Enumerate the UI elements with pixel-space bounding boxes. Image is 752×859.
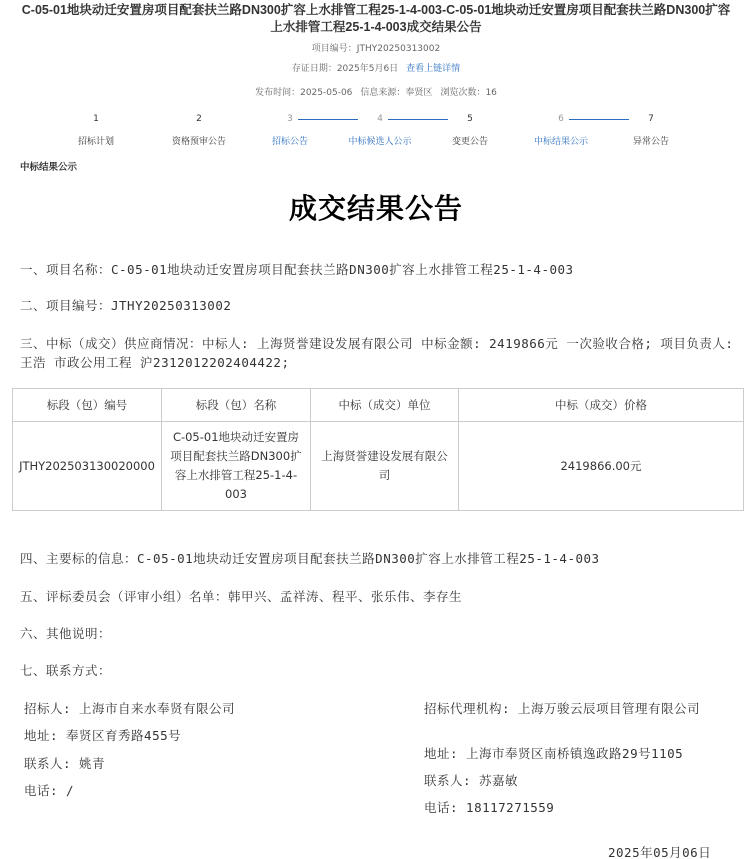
step-number: 3 <box>230 112 350 126</box>
notice-date: 2025年05月06日 <box>608 845 712 859</box>
step-label: 招标计划 <box>77 137 114 147</box>
section-code-cell: JTHY202503130020000 <box>13 422 162 511</box>
step-label: 招标公告 <box>271 137 308 147</box>
agency-phone: 电话: 18117271559 <box>424 800 555 815</box>
tenderer: 招标人: 上海市自来水奉贤有限公司 <box>24 701 236 716</box>
column-header: 中标（成交）单位 <box>311 389 459 422</box>
step-number: 6 <box>501 112 621 126</box>
table-row <box>13 422 744 511</box>
section-name-cell: C-05-01地块动迁安置房项目配套扶兰路DN300扩容上水排管工程25-1-4-003 <box>162 422 311 511</box>
item-project-no: 二、项目编号：JTHY20250313002 <box>20 298 232 313</box>
info-source: 信息来源：奉贤区 <box>360 88 433 98</box>
result-table <box>12 388 744 511</box>
publish-time: 发布时间：2025-05-06 <box>255 88 353 98</box>
deposit-date: 存证日期：2025年5月6日 <box>291 64 399 74</box>
step-number: 2 <box>196 114 202 124</box>
step-number: 4 <box>320 112 440 126</box>
agency: 招标代理机构: 上海万骏云辰项目管理有限公司 <box>424 701 701 716</box>
project-no: 项目编号：JTHY20250313002 <box>311 44 441 54</box>
column-header: 标段（包）编号 <box>13 389 162 422</box>
item-supplier: 三、中标（成交）供应商情况：中标人: 上海贤誉建设发展有限公司 中标金额: 2419866元 一次验收合格; 项目负责人: 王浩 市政公用工程 沪2312012202404422; <box>20 336 734 370</box>
column-header: 中标（成交）价格 <box>459 389 744 422</box>
agency-contact: 联系人: 苏嘉敏 <box>424 773 519 788</box>
step-exception[interactable] <box>591 112 711 147</box>
tenderer-address: 地址: 奉贤区育秀路455号 <box>24 728 182 743</box>
chain-detail-link[interactable]: 查看上链详情 <box>406 64 461 74</box>
step-number: 5 <box>467 114 473 124</box>
step-label: 资格预审公告 <box>171 137 226 147</box>
step-bidding-plan[interactable] <box>36 112 156 147</box>
notice-title: C-05-01地块动迁安置房项目配套扶兰路DN300扩容上水排管工程25-1-4-003-C-05-01地块动迁安置房项目配套扶兰路DN300扩容上水排管工程25-1-4-003成交结果公告 <box>21 3 731 34</box>
winner-cell: 上海贤誉建设发展有限公司 <box>311 422 459 511</box>
table-header-row <box>13 389 744 422</box>
price-cell: 2419866.00元 <box>459 422 744 511</box>
step-label: 中标候选人公示 <box>348 137 412 147</box>
step-label: 中标结果公示 <box>533 137 588 147</box>
tenderer-contact: 联系人: 姚青 <box>24 756 106 771</box>
agency-address: 地址: 上海市奉贤区南桥镇逸政路29号1105 <box>424 746 684 761</box>
tenderer-phone: 电话: / <box>24 783 75 798</box>
item-other: 六、其他说明： <box>20 626 112 641</box>
document-title: 成交结果公告 <box>288 192 463 225</box>
item-contact-heading: 七、联系方式： <box>20 663 112 678</box>
item-committee: 五、评标委员会（评审小组）名单：韩甲兴、孟祥涛、程平、张乐伟、李存生 <box>20 589 463 604</box>
step-label: 异常公告 <box>632 137 669 147</box>
section-tag: 中标结果公示 <box>20 162 78 173</box>
column-header: 标段（包）名称 <box>162 389 311 422</box>
process-steps <box>0 112 752 152</box>
publish-info-line <box>0 85 752 98</box>
project-no-line <box>0 41 752 54</box>
step-number: 1 <box>93 114 99 124</box>
step-label: 变更公告 <box>451 137 488 147</box>
item-project-name: 一、项目名称：C-05-01地块动迁安置房项目配套扶兰路DN300扩容上水排管工程25-1-4-003 <box>20 262 574 277</box>
view-count: 浏览次数：16 <box>440 88 497 98</box>
deposit-line <box>0 61 752 74</box>
step-number: 7 <box>648 114 654 124</box>
item-subject: 四、主要标的信息：C-05-01地块动迁安置房项目配套扶兰路DN300扩容上水排管工程25-1-4-003 <box>20 551 600 566</box>
